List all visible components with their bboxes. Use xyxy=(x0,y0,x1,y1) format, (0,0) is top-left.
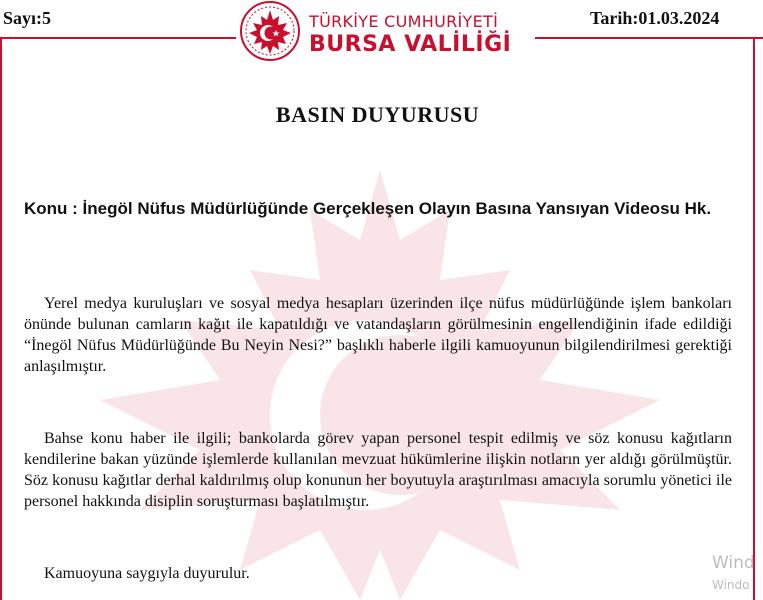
closing-sentence: Kamuoyuna saygıyla duyurulur. xyxy=(44,565,250,582)
bursa-valiligi-emblem-icon xyxy=(235,0,305,62)
frame-top-left-line xyxy=(0,37,236,39)
document-number: Sayı:5 xyxy=(3,8,52,28)
watermark-line-2: Windo xyxy=(712,578,750,592)
organization-line-2: BURSA VALİLİĞİ xyxy=(309,32,512,57)
subject-line: Konu : İnegöl Nüfus Müdürlüğünde Gerçekleşen Olayın Basına Yansıyan Videosu Hk. xyxy=(24,199,712,218)
document-date: Tarih:01.03.2024 xyxy=(590,8,720,28)
background-emblem-watermark-icon xyxy=(60,170,700,600)
windows-activation-watermark xyxy=(712,552,755,596)
watermark-line-1: Wind xyxy=(712,553,755,573)
page-title: BASIN DUYURUSU xyxy=(275,102,480,127)
body-paragraph-1: Yerel medya kuruluşları ve sosyal medya hesapları üzerinden ilçe nüfus müdürlüğünde işlem bankoları önünde bulunan camların kağıt ile kapatıldığı ve vatandaşların görülmesinin engellendiğinin ifade edildiği “İnegöl Nüfus Müdürlüğünde Bu Neyin Nesi?” başlıklı haberle ilgili kamuoyunun bilgilendirilmesi gerektiği anlaşılmıştır. xyxy=(24,295,732,375)
frame-top-right-line xyxy=(535,37,763,39)
organization-line-1: TÜRKİYE CUMHURİYETİ xyxy=(309,12,499,31)
body-paragraph-2: Bahse konu haber ile ilgili; bankolarda görev yapan personel tespit edilmiş ve söz konusu kağıtların kendilerine bakan yüzünde işlemlerde kullanılan mevzuat hükümlerine ilişkin notların yer aldığı görülmüştür. Söz konusu kağıtlar derhal kaldırılmış olup konunun her boyutuyla araştırılması amacıyla sorumlu yönetici ile personel hakkında disiplin soruşturması başlatılmıştır. xyxy=(24,430,732,510)
